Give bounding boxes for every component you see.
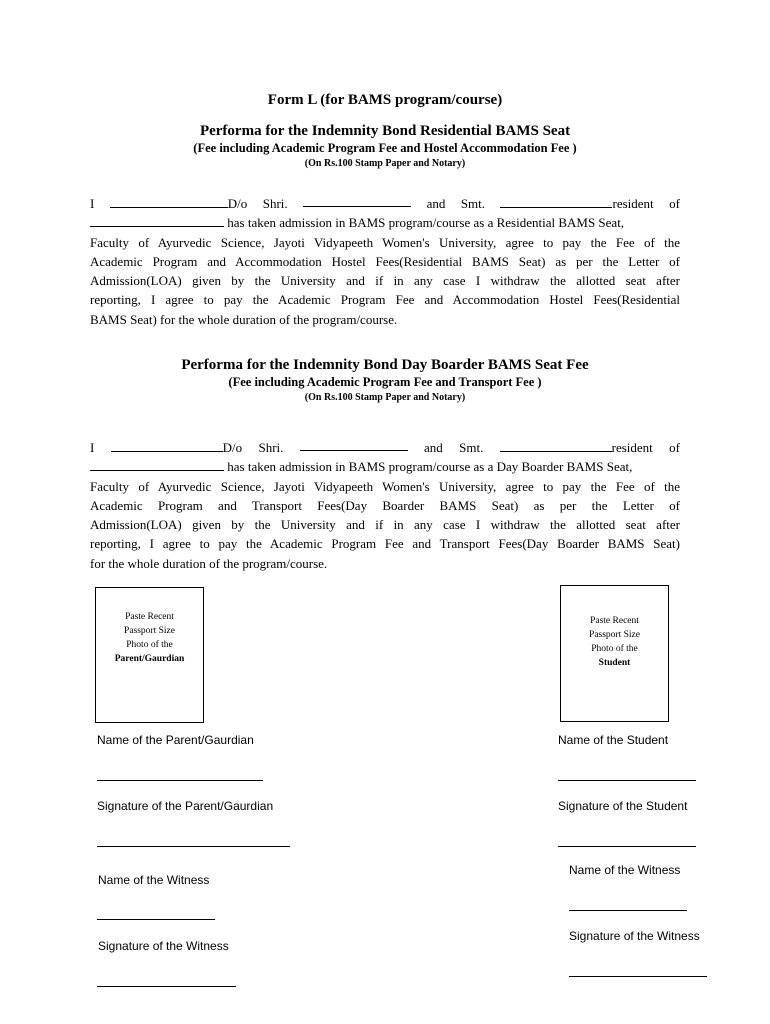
section2-note: (On Rs.100 Stamp Paper and Notary)	[304, 392, 466, 403]
photo-text: Paste Recent	[125, 612, 174, 622]
word-of: of	[669, 440, 680, 455]
parent-signature-label: Signature of the Parent/Gaurdian	[97, 799, 274, 813]
address-blank[interactable]	[90, 214, 224, 227]
word-and: and	[424, 440, 443, 455]
name-blank[interactable]	[111, 439, 223, 452]
witness-name-label-right: Name of the Witness	[569, 863, 681, 877]
witness-name-label-left: Name of the Witness	[98, 873, 210, 887]
section1-line6: reporting, I agree to pay the Academic Program Fee and Accommodation Hostel Fees(Residential	[90, 292, 680, 308]
name-blank[interactable]	[110, 195, 228, 208]
witness-signature-label-right: Signature of the Witness	[569, 929, 700, 943]
father-name-blank[interactable]	[303, 194, 411, 207]
section1-line7: BAMS Seat) for the whole duration of the program/course.	[90, 311, 398, 327]
word-resident: resident	[612, 196, 654, 211]
photo-text: Passport Size	[589, 630, 640, 640]
student-name-label: Name of the Student	[558, 733, 669, 747]
word-i: I	[90, 196, 95, 211]
word-smt: Smt.	[459, 440, 484, 455]
section1-subheading: (Fee including Academic Program Fee and Hostel Accommodation Fee )	[193, 141, 577, 155]
section1-note: (On Rs.100 Stamp Paper and Notary)	[304, 158, 466, 169]
section1-line3: Faculty of Ayurvedic Science, Jayoti Vidyapeeth Women's University, agree to pay the Fee of the	[90, 234, 680, 250]
photo-subject: Parent/Gaurdian	[114, 654, 185, 664]
word-shri: Shri.	[262, 196, 288, 211]
word-i: I	[90, 440, 95, 455]
section1-body	[90, 194, 680, 329]
word-and: and	[426, 196, 446, 211]
photo-text: Passport Size	[124, 626, 175, 636]
witness-name-line-left[interactable]	[97, 919, 215, 920]
section2-subheading: (Fee including Academic Program Fee and Transport Fee )	[228, 375, 542, 389]
witness-name-line-right[interactable]	[569, 910, 687, 911]
parent-name-label: Name of the Parent/Gaurdian	[97, 733, 254, 747]
student-name-line[interactable]	[558, 780, 696, 781]
word-resident: resident	[611, 440, 653, 455]
section2-line2	[90, 457, 680, 476]
photo-text: Photo of the	[126, 640, 173, 650]
student-photo-box[interactable]	[560, 585, 669, 722]
student-signature-line[interactable]	[558, 846, 696, 847]
word-smt: Smt.	[460, 196, 486, 211]
photo-text: Paste Recent	[590, 616, 639, 626]
form-title: Form L (for BAMS program/course)	[267, 92, 503, 108]
section1-line4: Academic Program and Accommodation Hostel Fees(Residential BAMS Seat) as per the Letter of	[90, 253, 680, 269]
photo-subject: Student	[598, 658, 631, 668]
section2-line7: for the whole duration of the program/course.	[90, 555, 328, 571]
word-of: of	[669, 196, 680, 211]
parent-signature-line[interactable]	[97, 846, 290, 847]
section1-line5: Admission(LOA) given by the University and if in any case I withdraw the allotted seat after	[90, 273, 680, 289]
section2-line2-text: has taken admission in BAMS program/course as a Day Boarder BAMS Seat,	[227, 459, 633, 475]
section1-line2-text: has taken admission in BAMS program/course as a Residential BAMS Seat,	[227, 215, 625, 231]
photo-text: Photo of the	[591, 644, 638, 654]
witness-signature-line-right[interactable]	[569, 976, 707, 977]
section2-line4: Academic Program and Transport Fees(Day Boarder BAMS Seat) as per the Letter of	[90, 497, 680, 513]
section2-line6: reporting, I agree to pay the Academic Program Fee and Transport Fees(Day Boarder BAMS Seat)	[90, 536, 680, 552]
parent-name-line[interactable]	[97, 780, 263, 781]
section1-line2	[90, 213, 680, 232]
witness-signature-label-left: Signature of the Witness	[98, 939, 229, 953]
section2-body	[90, 438, 680, 573]
section2-heading: Performa for the Indemnity Bond Day Boarder BAMS Seat Fee	[181, 357, 589, 373]
section1-line1	[90, 194, 680, 213]
mother-name-blank[interactable]	[500, 195, 612, 208]
section2-line3: Faculty of Ayurvedic Science, Jayoti Vidyapeeth Women's University, agree to pay the Fee of the	[90, 478, 680, 494]
section1-heading: Performa for the Indemnity Bond Residential BAMS Seat	[199, 123, 571, 139]
section2-line5: Admission(LOA) given by the University and if in any case I withdraw the allotted seat after	[90, 517, 680, 533]
witness-signature-line-left[interactable]	[97, 986, 236, 987]
word-do: D/o	[227, 196, 248, 211]
address-blank[interactable]	[90, 458, 224, 471]
mother-name-blank[interactable]	[500, 439, 612, 452]
word-shri: Shri.	[258, 440, 284, 455]
section2-line1	[90, 438, 680, 457]
student-signature-label: Signature of the Student	[558, 799, 688, 813]
parent-photo-box[interactable]	[95, 587, 204, 723]
father-name-blank[interactable]	[300, 438, 408, 451]
word-do: D/o	[222, 440, 243, 455]
